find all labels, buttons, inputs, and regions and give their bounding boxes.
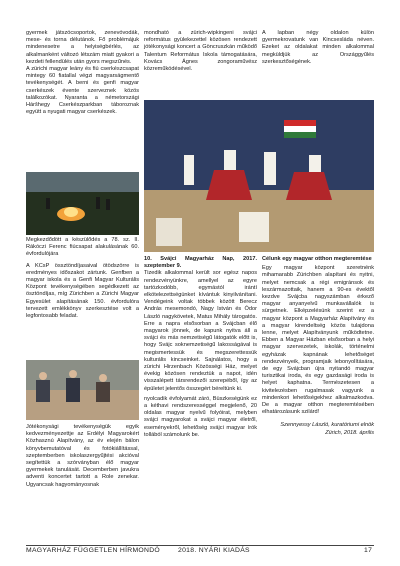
- signature: Szennyessy László, kuratóriumi elnök: [280, 422, 374, 429]
- place-date: Zürich, 2018. április: [325, 429, 374, 436]
- page-number: 17: [364, 547, 373, 554]
- photo-caption: Megkezdődött a készülődés a 78. sz. II. Rákóczi Ferenc fiúcsapat alakulásának 60. évfordulójára: [26, 237, 139, 258]
- footer-publication: MAGYARHÁZ FÜGGETLEN HÍRMONDÓ: [26, 547, 161, 554]
- paragraph: Egy magyar központ szeretnénk mihamarabb Zürichben alapítani és nyitni, melyet nemcsak a régi emigránsok és leszármazottaik, hanem a 90-es évektől kezdve Svájcba nagyszámban érkező magyar anyanyelvű munkavállalók is sürgetnek. Elképzelésünk szerint ez a magyar központ a Magyarház Alapítvány és a magyar kirendeltség közös tulajdona lenne, melyet Alapítványunk működtetne. Ebben a Magyar Házban elsősorban a helyi magyar szervezetek, iskolák, történelmi egyházak kapnának lehetőséget rendezvényeik, programjaik lebonyolítására, de egy Svájcban újra nyitandó magyar turisztikai iroda, és egy gazdasági iroda is helyet kaphatna. Természetesen a kivitelezésben rugalmasak vagyunk a mindenkori lehetőségekhez alkalmazkodva. De a magyar otthon megteremtésében elhatározásunk szilárd!: [262, 265, 374, 416]
- column-1-bottom: [26, 424, 139, 489]
- photo-caption: 10. Svájci Magyarház Nap, 2017. szeptember 9.: [144, 256, 257, 270]
- paragraph: mondható a zürich-wipkingeni svájci református gyülekezettel közösen rendezett jótékonysági koncert a Göncruszkán működő Talentum Református Iskola támogatására, Kovács Ágnes zongoraművész közreműködésével.: [144, 30, 257, 73]
- campfire-photo: [26, 172, 139, 235]
- dance-photo: [144, 100, 374, 252]
- footer-divider: [26, 545, 374, 546]
- column-2-lower: [144, 256, 257, 439]
- paragraph: A zürichi magyar leány és fiú cserkészcsapat mintegy 60 fiatallal végzi magyarságmentő tevékenységét. A berni és genfi magyar cserkészek évente szerveznek közös találkozókat. Nyaranta a németországi Háršhegy Cserkészparkban táboroznak együtt a nyugati magyar cserkészek.: [26, 66, 139, 116]
- column-1-lower: [26, 237, 139, 320]
- column-3-top: [262, 30, 374, 66]
- concert-photo: [26, 360, 139, 420]
- column-1: [26, 30, 139, 116]
- column-3-lower: [262, 256, 374, 437]
- paragraph: Tizedik alkalommal került sor egész napos rendezvényünkre, amellyel az egyre tartózkodóbb, egymástól irántí elkötelezettségünket kívántuk kinyilvánítani. Vendégeink voltak többek között Berecz András mesemondó, Nagy István és Ódor László nagykövetek, Matus Mihály tárogatós. Erre a napra elsősorban a Svájcban élő magyarok jönnek, de kapunk nyitva áll a svájci és más nemzetiségű látogatók előtt is, hogy Svájc soknemzetiségű lakosságával is megismertessük és megszerettessük kulturális kincseinket. Sajnálatos, hogy a zürichi Hirzenbach Közösségi Ház, melyet évekig közösen rendeztük a napot, idén visszalépett társrendezői szerepéből, így az épületet jelentős összegért béreltünk ki.: [144, 270, 257, 392]
- paragraph: gyermek játszócsoportok, zenevóvodák, mese- és torna délutánok. Fő problémájuk mindenesetre a helyiségbérlés, az alkalmanként változó létszám miatt gyakori a kezdeti fellendülés után gyors megszűnés.: [26, 30, 139, 65]
- footer-edition: 2018. NYÁRI KIADÁS: [178, 547, 250, 554]
- section-title: Célunk egy magyar otthon megteremtése: [262, 256, 372, 262]
- paragraph: A KCsP össztöndíjasaival ötödszörre is eredményes időszakot zártunk. Genfben a magyar iskola és a Genfi Magyar Kulturális Központ tevékenységében segédkezett az ösztöndíjas, míg Zürichben a Zürichi Magyar Egyesület alapításának 150. évfordulóra tervezett emlékkönyv szerkesztése volt a legfontosabb feladat.: [26, 262, 139, 320]
- paragraph: nyolcadik évfolyamát záró, Büszkeségünk ez a kéthavi rendszerességgel megjelenő, 20 oldalas magyar nyelvű folyóirat, melyben svájci magyarokat a svájci magyar életről, eseményekről, lehetőség svájci magyar írók tollából számolunk be.: [144, 395, 257, 438]
- paragraph: Jótékonysági tevékenységük egyik kedvezményezettje az Erdélyi Magyarokért Közhasznú Alapítvány, az év elején bálon könyvbemutatóval és fotókiállítással, szeptemberben iskolaszergyűjtési akcióval segítettük a szórványban élő magyar gyermekek tanulását. Decemberben javukra adventi koncertet tartott a Role zenekar. Ugyancsak hagyományosnak: [26, 424, 139, 488]
- column-2-top: [144, 30, 257, 73]
- paragraph: A lapban négy oldalon külön gyermekrovatunk van Kincsesláda néven. Ezeket az oldalakat minden alkalommal megküldjük az Országgyűlés szerkesztőségének.: [262, 30, 374, 65]
